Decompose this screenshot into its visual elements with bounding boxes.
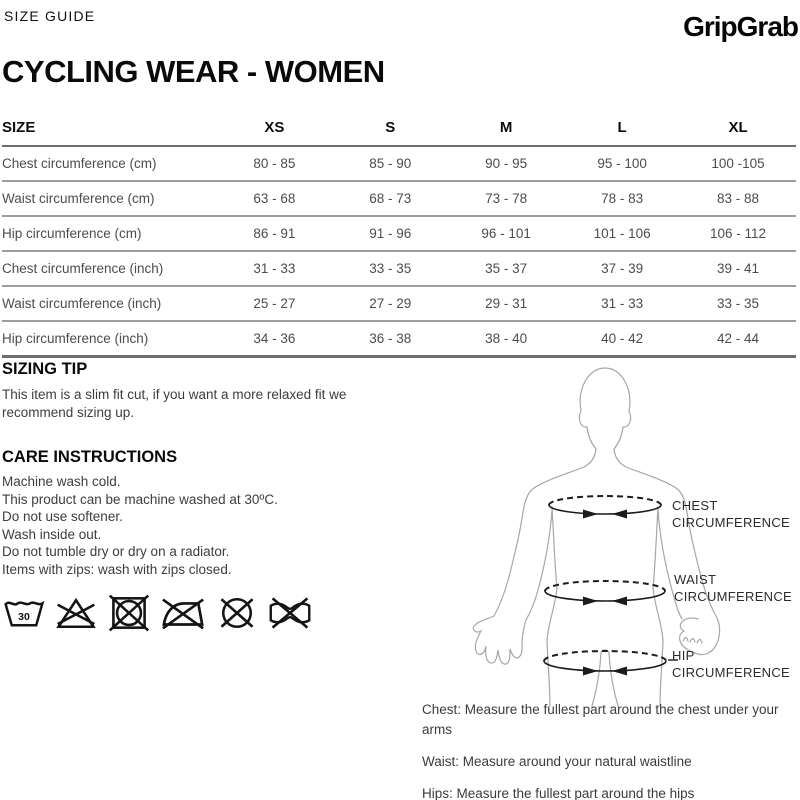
table-cell: 80 - 85 [216,146,332,181]
table-cell: 36 - 38 [332,321,448,357]
table-cell: 31 - 33 [216,251,332,286]
table-row [2,181,796,216]
table-cell: 90 - 95 [448,146,564,181]
wash-temp-label: 30 [18,611,30,623]
waist-measurement-line [545,581,665,606]
page-eyebrow: SIZE GUIDE [4,8,96,24]
table-cell: 73 - 78 [448,181,564,216]
sizing-tip-section [2,360,414,422]
care-instructions-section [2,448,432,578]
chest-note: Chest: Measure the fullest part around the chest under your arms [422,702,779,737]
column-header-s: S [332,112,448,146]
column-header-l: L [564,112,680,146]
size-table [2,112,796,358]
care-line: Machine wash cold. [2,474,121,489]
do-not-iron-icon [160,591,206,635]
table-cell: 29 - 31 [448,286,564,321]
hip-circumference-label: HIP CIRCUMFERENCE [672,648,791,680]
table-cell: 42 - 44 [680,321,796,357]
do-not-dry-clean-icon [215,591,259,635]
measurement-notes [422,700,794,800]
page-title: CYCLING WEAR - WOMEN [2,54,385,89]
column-header-xl: XL [680,112,796,146]
table-cell: 78 - 83 [564,181,680,216]
table-cell: 25 - 27 [216,286,332,321]
care-line: Items with zips: wash with zips closed. [2,561,232,577]
table-cell: 34 - 36 [216,321,332,357]
row-label: Waist circumference (cm) [2,181,216,216]
table-cell: 85 - 90 [332,146,448,181]
table-cell: 40 - 42 [564,321,680,357]
care-line: Do not tumble dry or dry on a radiator. [2,544,230,559]
table-cell: 95 - 100 [564,146,680,181]
table-cell: 96 - 101 [448,216,564,251]
row-label: Hip circumference (inch) [2,321,216,357]
table-row [2,216,796,251]
table-row [2,251,796,286]
chest-measurement-line [549,496,661,519]
table-row [2,321,796,357]
waist-circumference-label: WAIST CIRCUMFERENCE [674,572,793,604]
do-not-tumble-dry-icon [107,591,151,635]
chest-circumference-label: CHEST CIRCUMFERENCE [672,498,791,530]
column-header-m: M [448,112,564,146]
table-cell: 63 - 68 [216,181,332,216]
table-cell: 91 - 96 [332,216,448,251]
do-not-wring-icon [268,591,312,635]
table-cell: 35 - 37 [448,251,564,286]
machine-wash-30-icon [3,591,45,635]
care-symbols-row [3,591,312,635]
table-cell: 33 - 35 [680,286,796,321]
care-line: This product can be machine washed at 30ºC. [2,491,278,507]
care-instructions-heading: CARE INSTRUCTIONS [2,448,178,466]
row-label: Waist circumference (inch) [2,286,216,321]
table-cell: 27 - 29 [332,286,448,321]
column-header-xs: XS [216,112,332,146]
waist-note: Waist: Measure around your natural waistline [422,754,692,769]
table-cell: 38 - 40 [448,321,564,357]
table-row [2,286,796,321]
table-cell: 39 - 41 [680,251,796,286]
table-cell: 106 - 112 [680,216,796,251]
hips-note: Hips: Measure the fullest part around the hips [422,786,695,800]
table-cell: 33 - 35 [332,251,448,286]
sizing-tip-heading: SIZING TIP [2,360,88,378]
table-cell: 101 - 106 [564,216,680,251]
do-not-bleach-icon [54,591,98,635]
table-cell: 86 - 91 [216,216,332,251]
row-label: Chest circumference (inch) [2,251,216,286]
table-cell: 37 - 39 [564,251,680,286]
table-cell: 31 - 33 [564,286,680,321]
body-measurement-diagram [430,357,800,707]
care-line: Wash inside out. [2,526,102,542]
table-cell: 100 -105 [680,146,796,181]
care-line: Do not use softener. [2,509,123,524]
row-label: Chest circumference (cm) [2,146,216,181]
table-row [2,146,796,181]
gripgrab-logo: GripGrab [683,11,798,42]
sizing-tip-text: This item is a slim fit cut, if you want a more relaxed fit we recommend sizing up. [2,387,347,420]
row-label: Hip circumference (cm) [2,216,216,251]
size-table-header-row [2,112,796,146]
table-cell: 68 - 73 [332,181,448,216]
column-header-size: SIZE [2,112,216,146]
table-cell: 83 - 88 [680,181,796,216]
